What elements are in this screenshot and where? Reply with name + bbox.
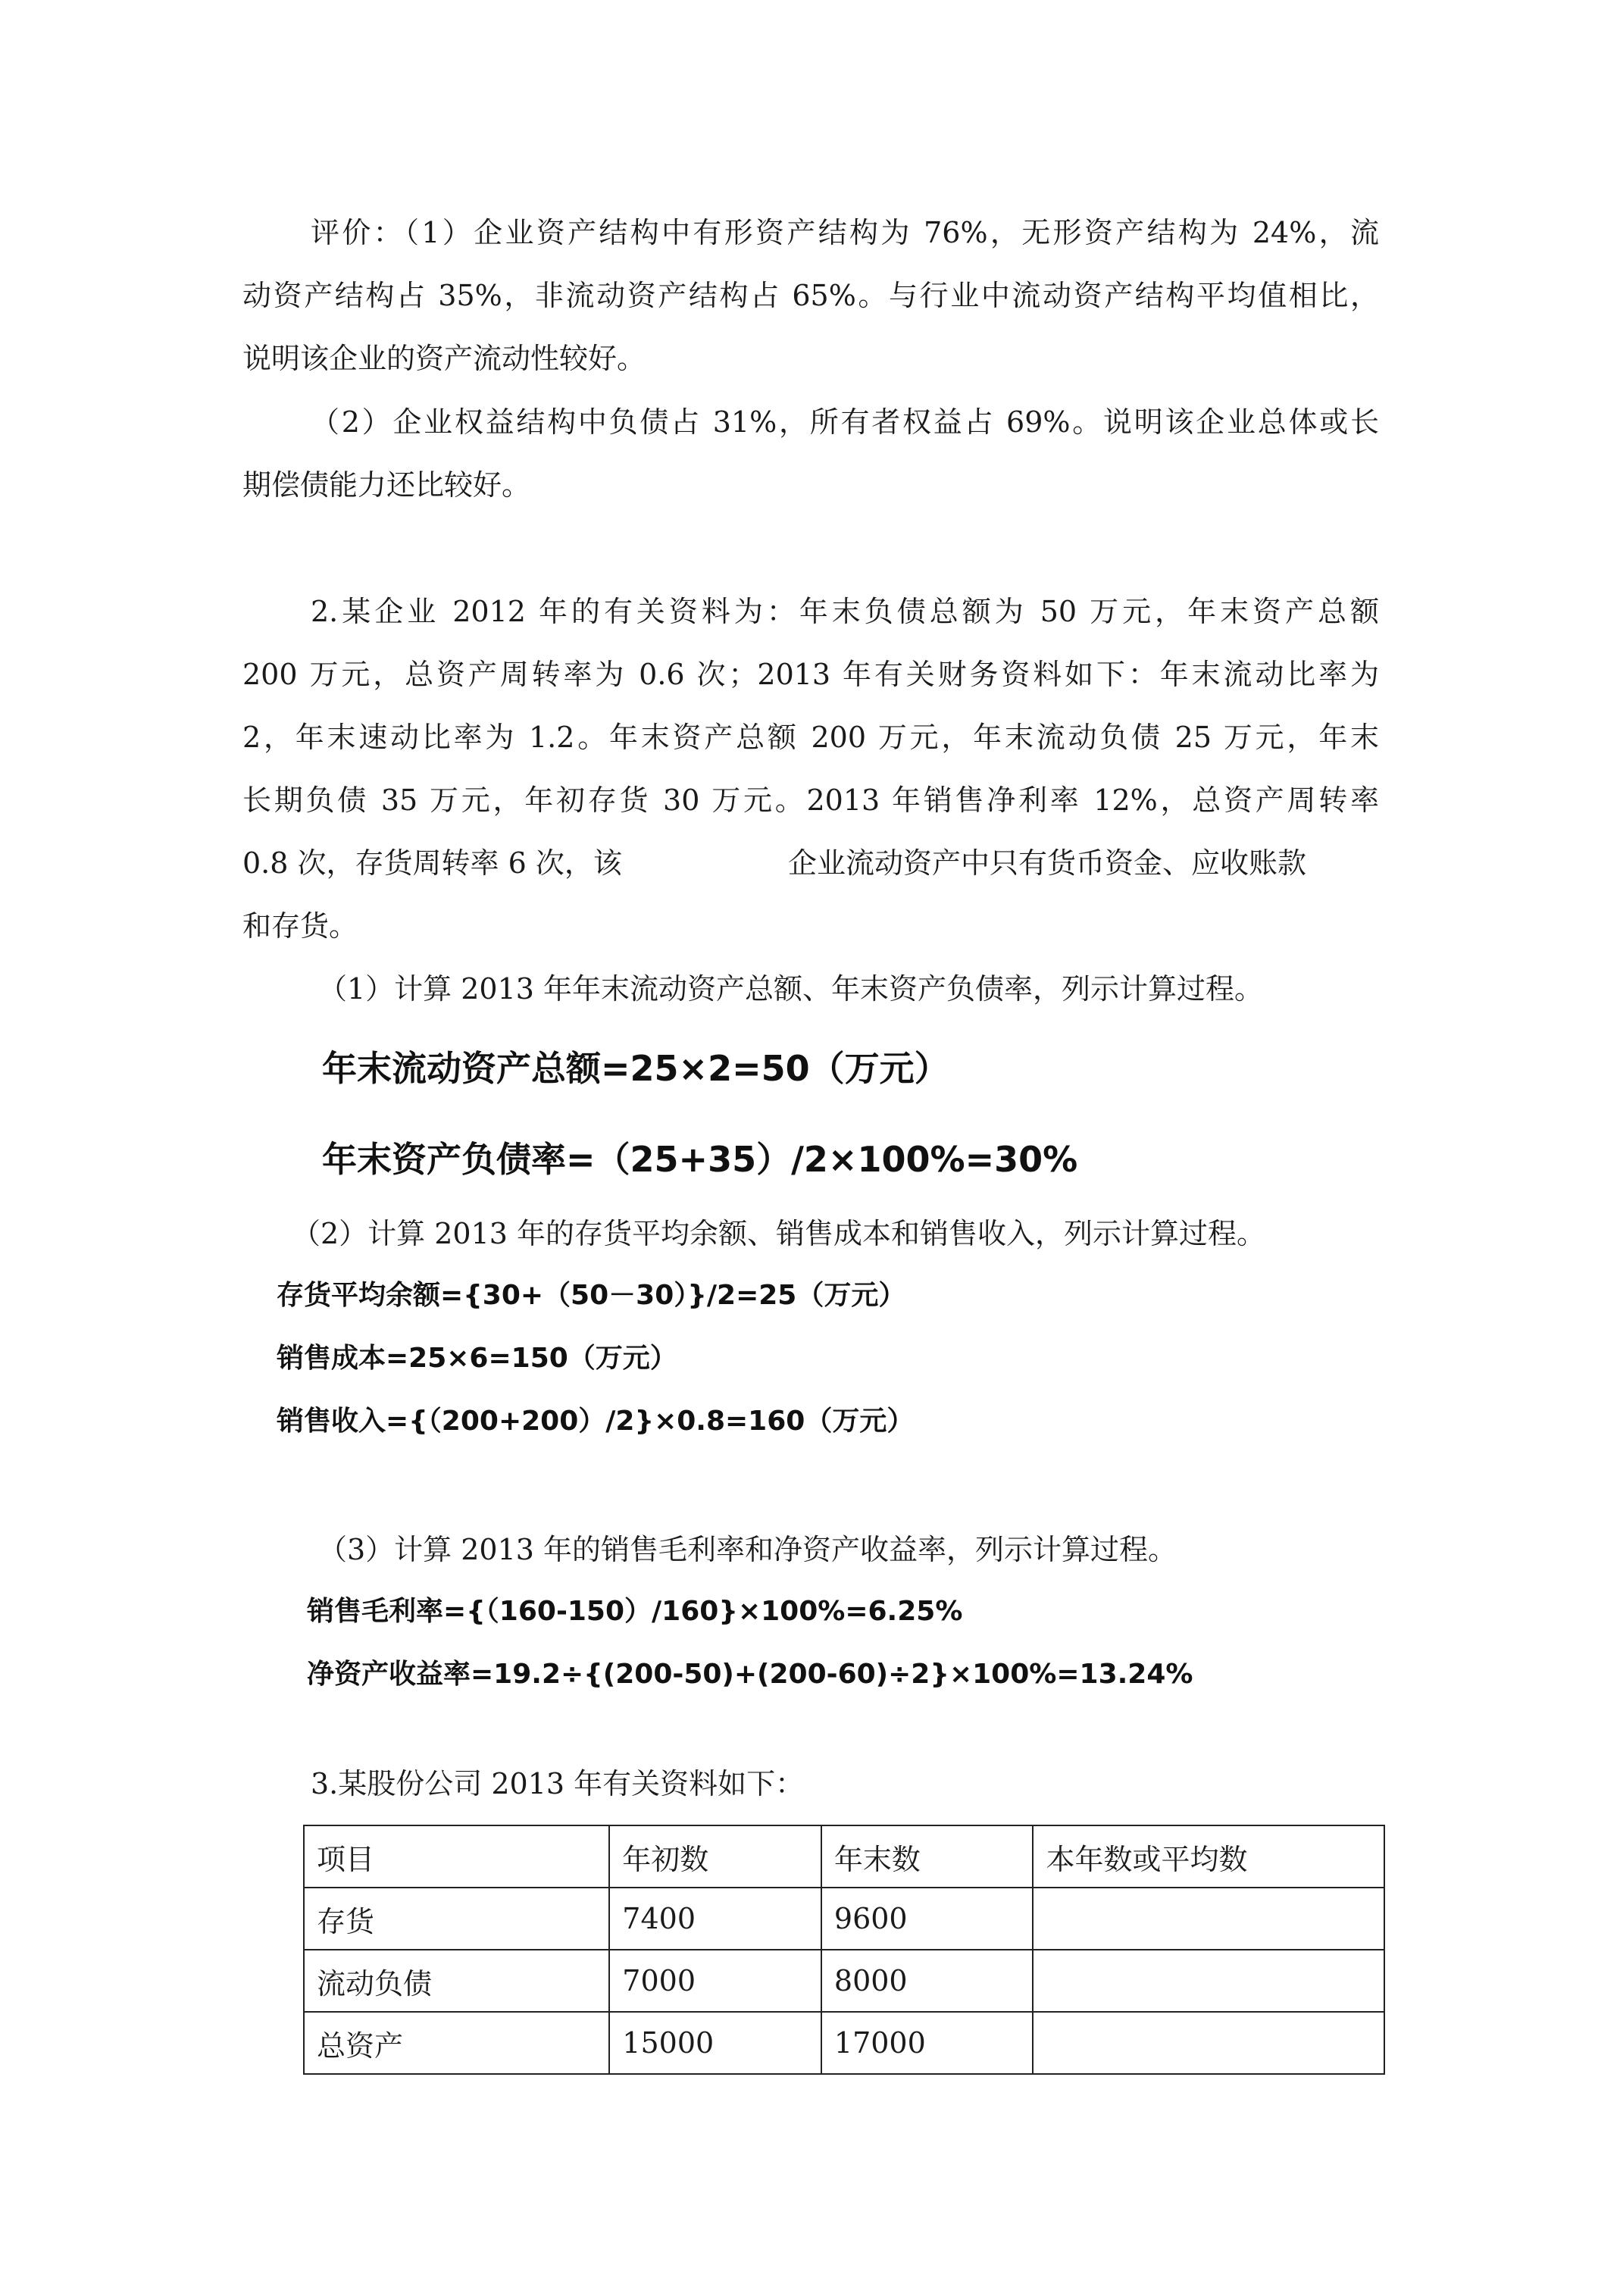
answer-3-gross-margin: 销售毛利率={（160-150）/160}×100%=6.25% xyxy=(307,1596,963,1627)
problem2-line-5a: 0.8 次，存货周转率 6 次，该 xyxy=(242,846,622,880)
table-header-row xyxy=(304,1825,1384,1888)
answer-3-roe: 净资产收益率=19.2÷{(200-50)+(200-60)÷2}×100%=13.24% xyxy=(307,1659,1193,1690)
problem2-line-3: 2，年末速动比率为 1.2。年末资产总额 200 万元，年末流动负债 25 万元，年末 xyxy=(242,721,1379,754)
evaluation-line-2: 动资产结构占 35%，非流动资产结构占 65%。与行业中流动资产结构平均值相比， xyxy=(242,279,1379,312)
problem2-line-1: 2.某企业 2012 年的有关资料为：年末负债总额为 50 万元，年末资产总额 xyxy=(311,595,1379,628)
table-cell: 9600 xyxy=(821,1888,1034,1950)
evaluation-line-3: 说明该企业的资产流动性较好。 xyxy=(242,342,646,375)
problem2-line-5b: 企业流动资产中只有货币资金、应收账款 xyxy=(788,846,1307,880)
answer-2-sales-cost: 销售成本=25×6=150（万元） xyxy=(277,1343,677,1374)
evaluation-line-4: （2）企业权益结构中负债占 31%，所有者权益占 69%。说明该企业总体或长 xyxy=(311,405,1379,439)
answer-1-current-assets: 年末流动资产总额=25×2=50（万元） xyxy=(322,1048,949,1089)
table-cell: 17000 xyxy=(821,2012,1034,2074)
evaluation-line-1: 评价：（1）企业资产结构中有形资产结构为 76%，无形资产结构为 24%，流 xyxy=(311,216,1379,249)
problem3-intro: 3.某股份公司 2013 年有关资料如下： xyxy=(311,1767,805,1800)
table-cell: 8000 xyxy=(821,1950,1034,2012)
question-3: （3）计算 2013 年的销售毛利率和净资产收益率，列示计算过程。 xyxy=(318,1533,1177,1566)
problem2-line-2: 200 万元，总资产周转率为 0.6 次；2013 年有关财务资料如下：年末流动比率为 xyxy=(242,658,1379,691)
answer-2-avg-inventory: 存货平均余额={30+（50－30）}/2=25（万元） xyxy=(277,1280,906,1311)
table-row xyxy=(304,1950,1384,2012)
problem2-line-6: 和存货。 xyxy=(242,909,358,943)
table-cell: 流动负债 xyxy=(304,1950,609,2012)
problem2-line-4: 长期负债 35 万元，年初存货 30 万元。2013 年销售净利率 12%，总资产周转率 xyxy=(242,784,1379,817)
table-cell: 总资产 xyxy=(304,2012,609,2074)
answer-1-debt-ratio: 年末资产负债率=（25+35）/2×100%=30% xyxy=(322,1139,1078,1180)
financial-data-table xyxy=(303,1825,1385,2075)
table-cell xyxy=(1033,2012,1384,2074)
table-cell: 15000 xyxy=(609,2012,821,2074)
table-cell: 7000 xyxy=(609,1950,821,2012)
question-2: （2）计算 2013 年的存货平均余额、销售成本和销售收入，列示计算过程。 xyxy=(292,1217,1266,1250)
table-cell xyxy=(1033,1950,1384,2012)
table-row xyxy=(304,1888,1384,1950)
table-header-cell: 年初数 xyxy=(609,1825,821,1888)
table-header-cell: 本年数或平均数 xyxy=(1033,1825,1384,1888)
table-header-cell: 年末数 xyxy=(821,1825,1034,1888)
table-cell: 存货 xyxy=(304,1888,609,1950)
table-row xyxy=(304,2012,1384,2074)
question-1: （1）计算 2013 年年末流动资产总额、年末资产负债率，列示计算过程。 xyxy=(318,972,1264,1006)
answer-2-sales-revenue: 销售收入={（200+200）/2}×0.8=160（万元） xyxy=(277,1406,915,1437)
table-cell: 7400 xyxy=(609,1888,821,1950)
evaluation-line-5: 期偿债能力还比较好。 xyxy=(242,468,531,502)
table-cell xyxy=(1033,1888,1384,1950)
table-header-cell: 项目 xyxy=(304,1825,609,1888)
